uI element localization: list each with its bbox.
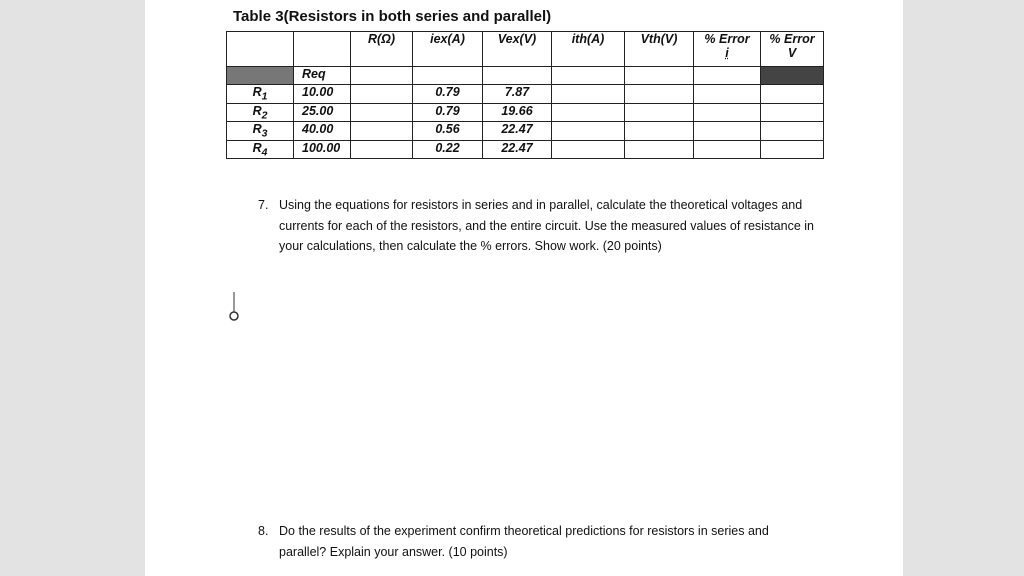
header-iex: iex(A): [413, 32, 483, 67]
row-label: $R_1$: [227, 85, 294, 104]
resistance-value: 100.00: [294, 140, 351, 159]
table-title: Table 3(Resistors in both series and parallel): [233, 8, 552, 25]
results-table: [226, 31, 824, 159]
header-error-i: % Error i: [694, 32, 761, 67]
row-label: $R_3$: [227, 122, 294, 141]
iex-value: 0.22: [413, 140, 483, 159]
vex-value: 22.47: [483, 140, 552, 159]
row-label: $R_2$: [227, 103, 294, 122]
table-row: [227, 140, 824, 159]
header-cell: [294, 32, 351, 67]
table-row: [227, 85, 824, 104]
vex-value: 7.87: [483, 85, 552, 104]
row-label: $R_4$: [227, 140, 294, 159]
iex-value: 0.79: [413, 85, 483, 104]
header-vth: Vth(V): [625, 32, 694, 67]
iex-value: 0.56: [413, 122, 483, 141]
req-label: Req: [294, 67, 351, 85]
vex-value: 19.66: [483, 103, 552, 122]
resistance-value: 10.00: [294, 85, 351, 104]
vex-value: 22.47: [483, 122, 552, 141]
shaded-cell: [761, 67, 824, 85]
resistance-value: 40.00: [294, 122, 351, 141]
object-anchor-icon[interactable]: [228, 292, 240, 322]
question-text: Do the results of the experiment confirm theoretical predictions for resistors in series and parallel? Explain your answer. (10 points): [279, 524, 769, 559]
resistance-value: 25.00: [294, 103, 351, 122]
header-ith: ith(A): [552, 32, 625, 67]
question-number: 8.: [258, 524, 269, 538]
question-number: 7.: [258, 198, 269, 212]
table-row: [227, 122, 824, 141]
question-text: Using the equations for resistors in series and in parallel, calculate the theoretical voltages and currents for each of the resistors, and the entire circuit. Use the measured values of resistance in your calculations, then calculate the % errors. Show work. (20 points): [279, 198, 814, 253]
header-error-v: % Error V: [761, 32, 824, 67]
header-row: [227, 32, 824, 67]
table-row: [227, 103, 824, 122]
header-r: R(Ω): [351, 32, 413, 67]
iex-value: 0.79: [413, 103, 483, 122]
req-row: [227, 67, 824, 85]
shaded-cell: [227, 67, 294, 85]
header-vex: Vex(V): [483, 32, 552, 67]
header-cell: [227, 32, 294, 67]
